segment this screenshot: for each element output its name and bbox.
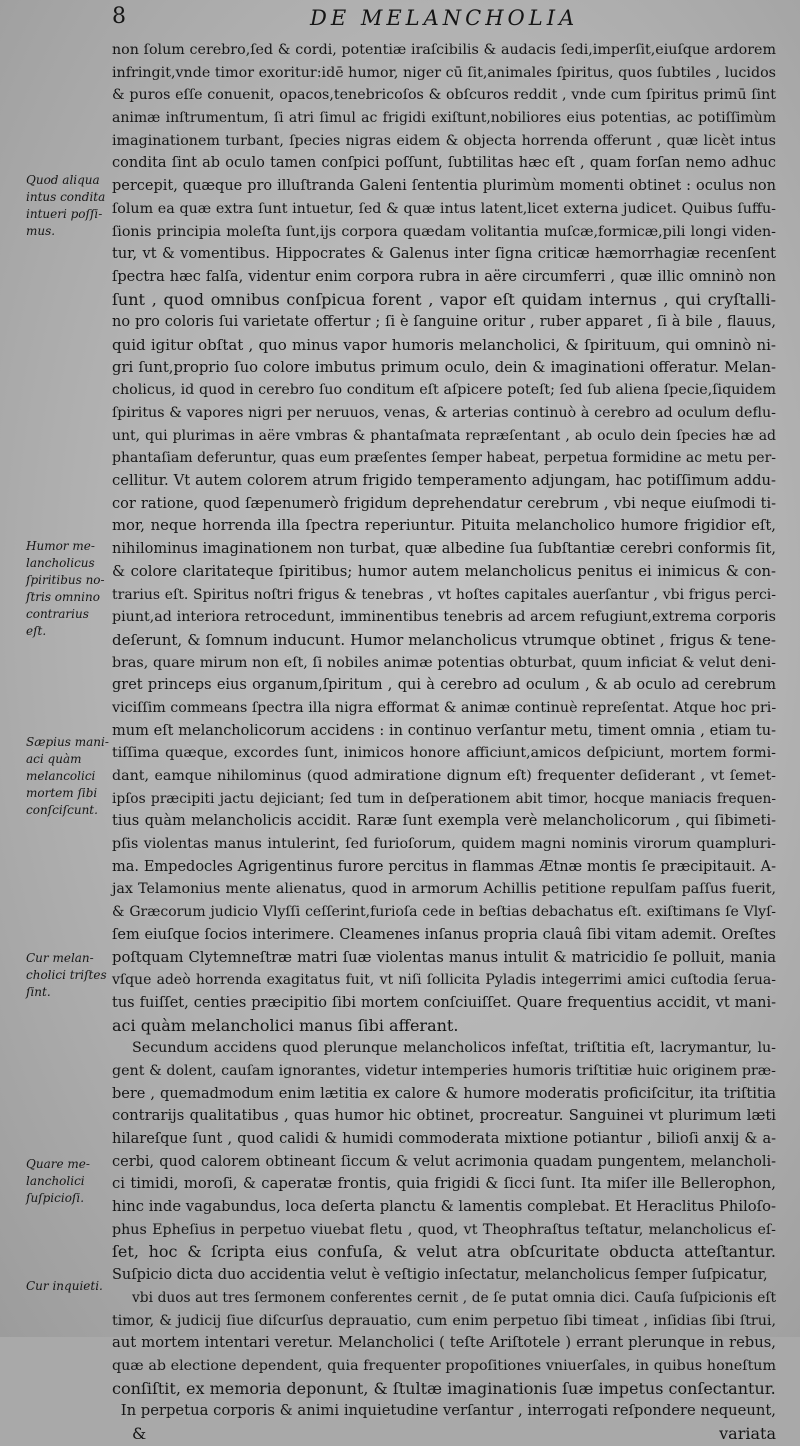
text-line: aci quàm melancholici manus ſibi afferant. <box>112 1015 459 1035</box>
text-line: ſunt , quod omnibus conſpicua forent , vapor eſt quidam internus , qui cryſtalli- <box>112 289 776 309</box>
text-line: phantaſiam deferuntur, quas eum præſentes ſemper habeat, perpetua formidine ac metu per- <box>112 450 776 467</box>
text-line: quæ ab electione dependent, quia frequenter propoſitiones vniuerſales, in quibus honeſtum <box>112 1357 776 1374</box>
text-line: & colore claritateque ſpiritibus; humor autem melancholicus penitus ei inimicus & con- <box>112 562 776 580</box>
main-text <box>112 39 776 1446</box>
text-line: mor, neque horrenda illa ſpectra reperiuntur. Pituita melancholico humore frigidior eſt, <box>112 517 776 535</box>
margin-line: ſint. <box>26 985 51 999</box>
margin-line: mortem ſibi <box>26 786 98 800</box>
text-line: animæ inſtrumentum, ſi atri ſimul ac frigidi exiſtunt,nobiliores eius potentias, ac potiſſimùm <box>112 110 776 127</box>
margin-line: intus condita <box>26 190 106 204</box>
marginal-note-3 <box>26 734 116 819</box>
text-line: gret princeps eius organum,ſpiritum , qui à cerebro ad oculum , & ab oculo ad cerebrum <box>112 677 776 694</box>
margin-line: Humor me- <box>26 539 95 553</box>
text-line: & Græcorum judicio Vlyſſi ceſſerint,furioſa cede in beſtias debachatus eſt. exiſtimans ſe Vlyſ- <box>112 904 776 921</box>
margin-line: Quod aliqua <box>26 173 100 187</box>
text-line: no pro coloris ſui varietate offertur ; ſi è ſanguine oritur , ruber apparet , ſi à bile , flauus, <box>112 314 776 331</box>
text-line: mum eſt melancholicorum accidens : in continuo verſantur metu, timent omnia , etiam tu- <box>112 722 776 739</box>
margin-line: contrarius <box>26 607 89 621</box>
margin-line: cholici triſtes <box>26 968 107 982</box>
text-line: piunt,ad interiora retrocedunt, imminentibus tenebris ad arcem refugiunt,extrema corporis <box>112 609 776 626</box>
margin-line: ſtris omnino <box>26 590 100 604</box>
text-line: ma. Empedocles Agrigentinus furore percitus in flammas Ætnæ montis ſe præcipitauit. A- <box>112 858 776 875</box>
text-line: hilareſque ſunt , quod calidi & humidi commoderata mixtione potiantur , bilioſi anxij & a- <box>112 1131 776 1147</box>
text-line: pſis violentas manus intulerint, ſed furioſorum, quidem magni nominis virorum quampluri- <box>112 836 776 853</box>
margin-line: lancholici <box>26 1174 85 1188</box>
margin-line: Quare me- <box>26 1157 90 1171</box>
text-line: conſiſtit, ex memoria deponunt, & ſtultæ imaginationis ſuæ impetus conſectantur. <box>112 1378 776 1398</box>
margin-line: eſt. <box>26 624 47 638</box>
margin-line: aci quàm <box>26 752 82 766</box>
text-line: viciſſim commeans ſpectra illa nigra efformat & animæ continuè repreſentat. Atque hoc pri- <box>112 699 777 716</box>
margin-line: melancolici <box>26 769 96 783</box>
text-line: tius quàm melancholicis accidit. Raræ ſunt exempla verè melancholicorum , qui ſibimeti- <box>112 813 776 830</box>
marginal-note-1 <box>26 172 116 240</box>
text-line: bere , quemadmodum enim lætitia ex calore & humore moderatis proficiſcitur, ita triſtitia <box>112 1085 776 1102</box>
text-line: phus Epheſius in perpetuo viuebat fletu , quod, vt Theophraſtus teſtatur, melancholicus eſ- <box>112 1221 776 1238</box>
text-line: infringit,vnde timor exoritur:idē humor, niger cū ſit,animales ſpiritus, quos ſubtiles , lucidos <box>112 64 776 81</box>
text-line: trarius eſt. Spiritus noſtri frigus & tenebras , vt hoſtes capitales auerſantur , vbi frigus perci- <box>112 586 776 603</box>
marginal-note-6 <box>26 1278 116 1295</box>
text-line: bras, quare mirum non eſt, ſi nobiles animæ potentias obturbat, quum inficiat & velut deni- <box>112 654 776 671</box>
margin-line: Cur inquieti. <box>26 1279 103 1293</box>
text-line: & variata <box>132 1423 776 1443</box>
text-line: ſem eiuſque ſocios interimere. Cleamenes inſanus propria clauâ ſibi vitam ademit. Oreſtes <box>112 926 776 943</box>
text-line: cholicus, id quod in cerebro ſuo conditum eſt aſpicere poteſt; ſed ſub aliena ſpecie,ſiquidem <box>112 382 776 399</box>
text-line: ci timidi, moroſi, & caperatæ frontis, quia frigidi & ſicci ſunt. Ita miſer ille Bellerophon, <box>112 1175 776 1193</box>
text-line: percepit, quæque pro illuſtranda Galeni ſententia plurimùm momenti obtinet : oculus non <box>112 178 776 195</box>
text-line: dant, eamque nihilominus (quod admiratione dignum eſt) frequenter deſiderant , vt ſemet- <box>112 768 776 784</box>
text-line: hinc inde vagabundus, loca deſerta planctu & lamentis complebat. Et Heraclitus Philoſo- <box>112 1198 776 1216</box>
margin-line: Cur melan- <box>26 951 94 965</box>
text-line: jax Telamonius mente alienatus, quod in armorum Achillis petitione repulſam paſſus fuerit, <box>112 881 776 898</box>
marginal-note-5 <box>26 1156 116 1207</box>
margin-line: Sæpius mani- <box>26 735 109 749</box>
text-line: tus fuiſſet, centies præcipitio ſibi mortem conſciuiſſet. Quare frequentius accidit, vt mani- <box>112 994 776 1011</box>
text-line: ſpectra hæc falſa, videntur enim corpora rubra in aëre circumferri , quæ illic omninò non <box>112 268 776 285</box>
text-line: ipſos præcipiti jactu dejiciant; ſed tum in deſperationem abit timor, hocque maniacis frequen- <box>112 790 776 807</box>
margin-line: ſpiritibus no- <box>26 573 105 587</box>
text-line: deſerunt, & ſomnum inducunt. Humor melancholicus vtrumque obtinet , frigus & tene- <box>112 630 776 649</box>
text-line: cerbi, quod calorem obtineant ſiccum & velut acrimonia quadam pungentem, melancholi- <box>112 1153 776 1170</box>
margin-line: conſciſcunt. <box>26 803 98 817</box>
margin-line: intueri poſſi- <box>26 207 103 221</box>
text-line: Suſpicio dicta duo accidentia velut è veſtigio inſectatur, melancholicus ſemper ſuſpicatur, <box>112 1267 768 1284</box>
text-line: ſolum ea quæ extra ſunt intuetur, ſed & quæ intus latent,licet externa judicet. Quibus ſuffu- <box>112 200 776 217</box>
text-line: cellitur. Vt autem colorem atrum frigido temperamento adjungam, hac potiſſimum addu- <box>112 472 776 490</box>
text-line: ſet, hoc & ſcripta eius confuſa, & velut atra obſcuritate obducta atteſtantur. <box>112 1242 776 1262</box>
text-line: timor, & judicij ſiue diſcurſus deprauatio, cum enim perpetuo ſibi timeat , inſidias ſibi ſtrui, <box>112 1312 776 1329</box>
text-line: ſionis principia moleſta ſunt,ijs corpora quædam volitantia muſcæ,formicæ,pili longi viden- <box>112 223 776 240</box>
text-line: & puros eſſe conuenit, opacos,tenebricoſos & obſcuros reddit , vnde cum ſpiritus primū ſint <box>112 87 776 104</box>
page-header <box>0 4 800 44</box>
text-line: non ſolum cerebro,ſed & cordi, potentiæ iraſcibilis & audacis ſedi,imperſit,eiuſque ardorem <box>112 42 776 58</box>
text-line: gent & dolent, cauſam ignorantes, videtur intemperies humoris triſtitiæ huic originem præ- <box>112 1062 776 1079</box>
margin-line: lancholicus <box>26 556 95 570</box>
text-line: quid igitur obſtat , quo minus vapor humoris melancholici, & ſpirituum, qui omninò ni- <box>112 335 776 354</box>
text-line: poſtquam Clytemneſtræ matri ſuæ violentas manus intulit & matricidio ſe polluit, mania <box>112 948 776 966</box>
text-line: vſque adeò horrenda exagitatus fuit, vt niſi ſollicita Pyladis integerrimi amici cuſtodia ſerua- <box>112 972 776 989</box>
text-line: tiſſima quæque, excordes ſunt, inimicos honore afficiunt,amicos deſpiciunt, mortem formi- <box>112 745 776 762</box>
marginal-note-4 <box>26 950 116 1001</box>
text-line: imaginationem turbant, ſpecies nigras eidem & objecta horrenda offerunt , quæ licèt intus <box>112 132 776 149</box>
margin-line: mus. <box>26 224 56 238</box>
margin-line: ſuſpicioſi. <box>26 1191 85 1205</box>
text-line: ſpiritus & vapores nigri per neruuos, venas, & arterias continuò à cerebro ad oculum deflu- <box>112 405 776 421</box>
text-line: condita ſint ab oculo tamen conſpici poſſunt, ſubtilitas hæc eſt , quam forſan nemo adhuc <box>112 155 776 172</box>
text-line: unt, qui plurimas in aëre vmbras & phantaſmata repræſentant , ab oculo dein ſpecies hæ ad <box>112 427 776 444</box>
text-line: contrarijs qualitatibus , quas humor hic obtinet, procreatur. Sanguinei vt plurimum læti <box>112 1107 776 1125</box>
text-line: In perpetua corporis & animi inquietudine verſantur , interrogati reſpondere nequeunt, <box>120 1402 776 1420</box>
marginal-note-2 <box>26 538 116 640</box>
text-line: tur, vt & vomentibus. Hippocrates & Galenus inter ſigna criticæ hæmorrhagiæ recenſent <box>112 246 776 263</box>
running-head: DE MELANCHOLIA <box>310 6 579 30</box>
page-number: 8 <box>112 4 126 29</box>
text-line: vbi duos aut tres ſermonem conferentes cernit , de ſe putat omnia dici. Cauſa ſuſpicionis eſt <box>132 1289 776 1306</box>
text-line: Secundum accidens quod plerunque melancholicos infeſtat, triſtitia eſt, lacrymantur, lu- <box>132 1040 776 1057</box>
text-line: gri ſunt,proprio ſuo colore imbutus primum oculo, dein & imaginationi offeratur. Melan- <box>112 358 776 376</box>
text-line: nihilominus imaginationem non turbat, quæ albedine ſua ſubſtantiæ cerebri conformis ſit, <box>112 541 776 558</box>
text-line: aut mortem intentari veretur. Melancholici ( teſte Ariſtotele ) errant plerunque in rebus, <box>112 1334 776 1352</box>
text-line: cor ratione, quod ſæpenumerò frigidum deprehendatur cerebrum , vbi neque eiuſmodi ti- <box>112 495 776 512</box>
